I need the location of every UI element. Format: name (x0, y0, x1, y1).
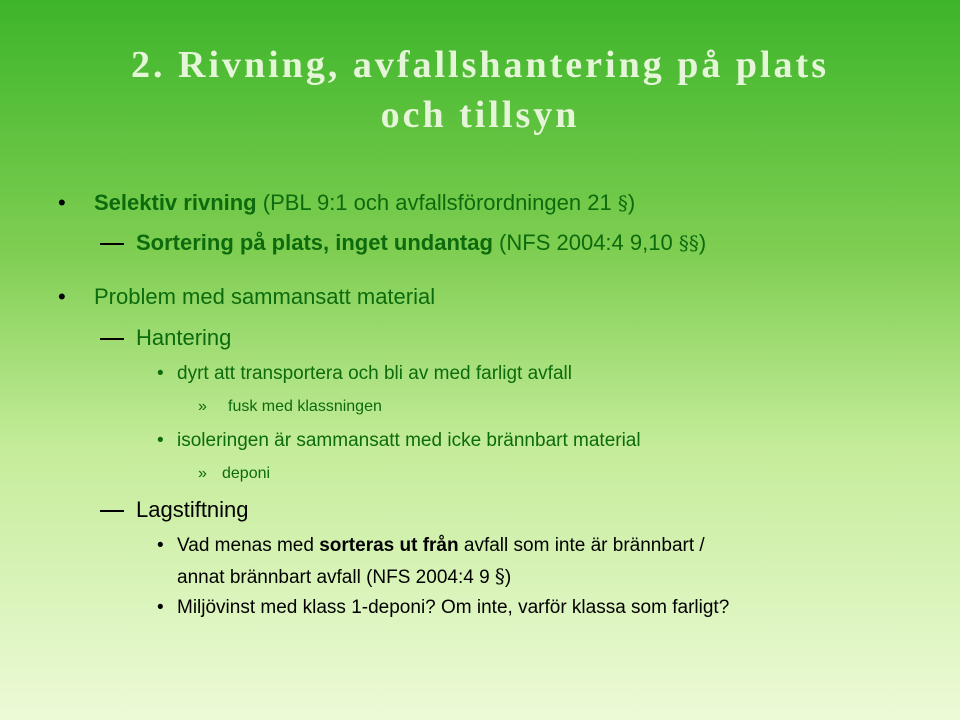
item-text-line2: annat brännbart avfall (177, 567, 361, 588)
bullet-reference-close: ) (627, 190, 636, 215)
item-text-line2-close: ) (504, 567, 512, 588)
title-line-2: och tillsyn (380, 94, 580, 136)
subbullet-reference-close: ) (698, 230, 707, 255)
section-sign: § (617, 191, 628, 215)
item-text: dyrt att transportera och bli av med farligt avfall (177, 363, 572, 384)
bullet-marker: • (157, 430, 164, 451)
bullet-marker: • (157, 535, 164, 556)
item-text-post: avfall som inte är brännbart / (458, 535, 705, 556)
title-line-1: 2. Rivning, avfallshantering på plats (131, 44, 829, 86)
bullet-reference: (PBL 9:1 och avfallsförordningen 21 (262, 190, 618, 215)
subitem-text: deponi (222, 465, 271, 482)
item-text: Miljövinst med klass 1-deponi? Om inte, varför klassa som farligt? (177, 597, 730, 618)
item-text-bold: sorteras ut från (319, 535, 459, 556)
chevron-marker: » (198, 398, 207, 415)
item-text-line2-ref: (NFS 2004:4 9 (360, 567, 495, 588)
section-sign: § (494, 564, 505, 588)
subbullet-bold-text: Sortering på plats, inget undantag (136, 230, 493, 255)
section-sign: §§ (678, 231, 699, 255)
dash-marker (100, 338, 124, 340)
bullet-marker: • (58, 190, 66, 215)
chevron-marker: » (198, 465, 207, 482)
bullet-marker: • (157, 363, 164, 384)
item-text: isoleringen är sammansatt med icke brännbart material (177, 430, 641, 451)
dash-marker (100, 243, 124, 245)
subbullet-text: Hantering (136, 325, 232, 350)
bullet-marker: • (58, 284, 66, 309)
dash-marker (100, 510, 124, 512)
bullet-bold-text: Selektiv rivning (94, 190, 257, 215)
subbullet-reference: (NFS 2004:4 9,10 (499, 230, 679, 255)
bullet-marker: • (157, 597, 164, 618)
bullet-text: Problem med sammansatt material (94, 284, 436, 309)
slide-title (40, 40, 920, 140)
subitem-text: fusk med klassningen (228, 398, 382, 415)
item-text-pre: Vad menas med (177, 535, 320, 556)
subbullet-text: Lagstiftning (136, 497, 249, 522)
